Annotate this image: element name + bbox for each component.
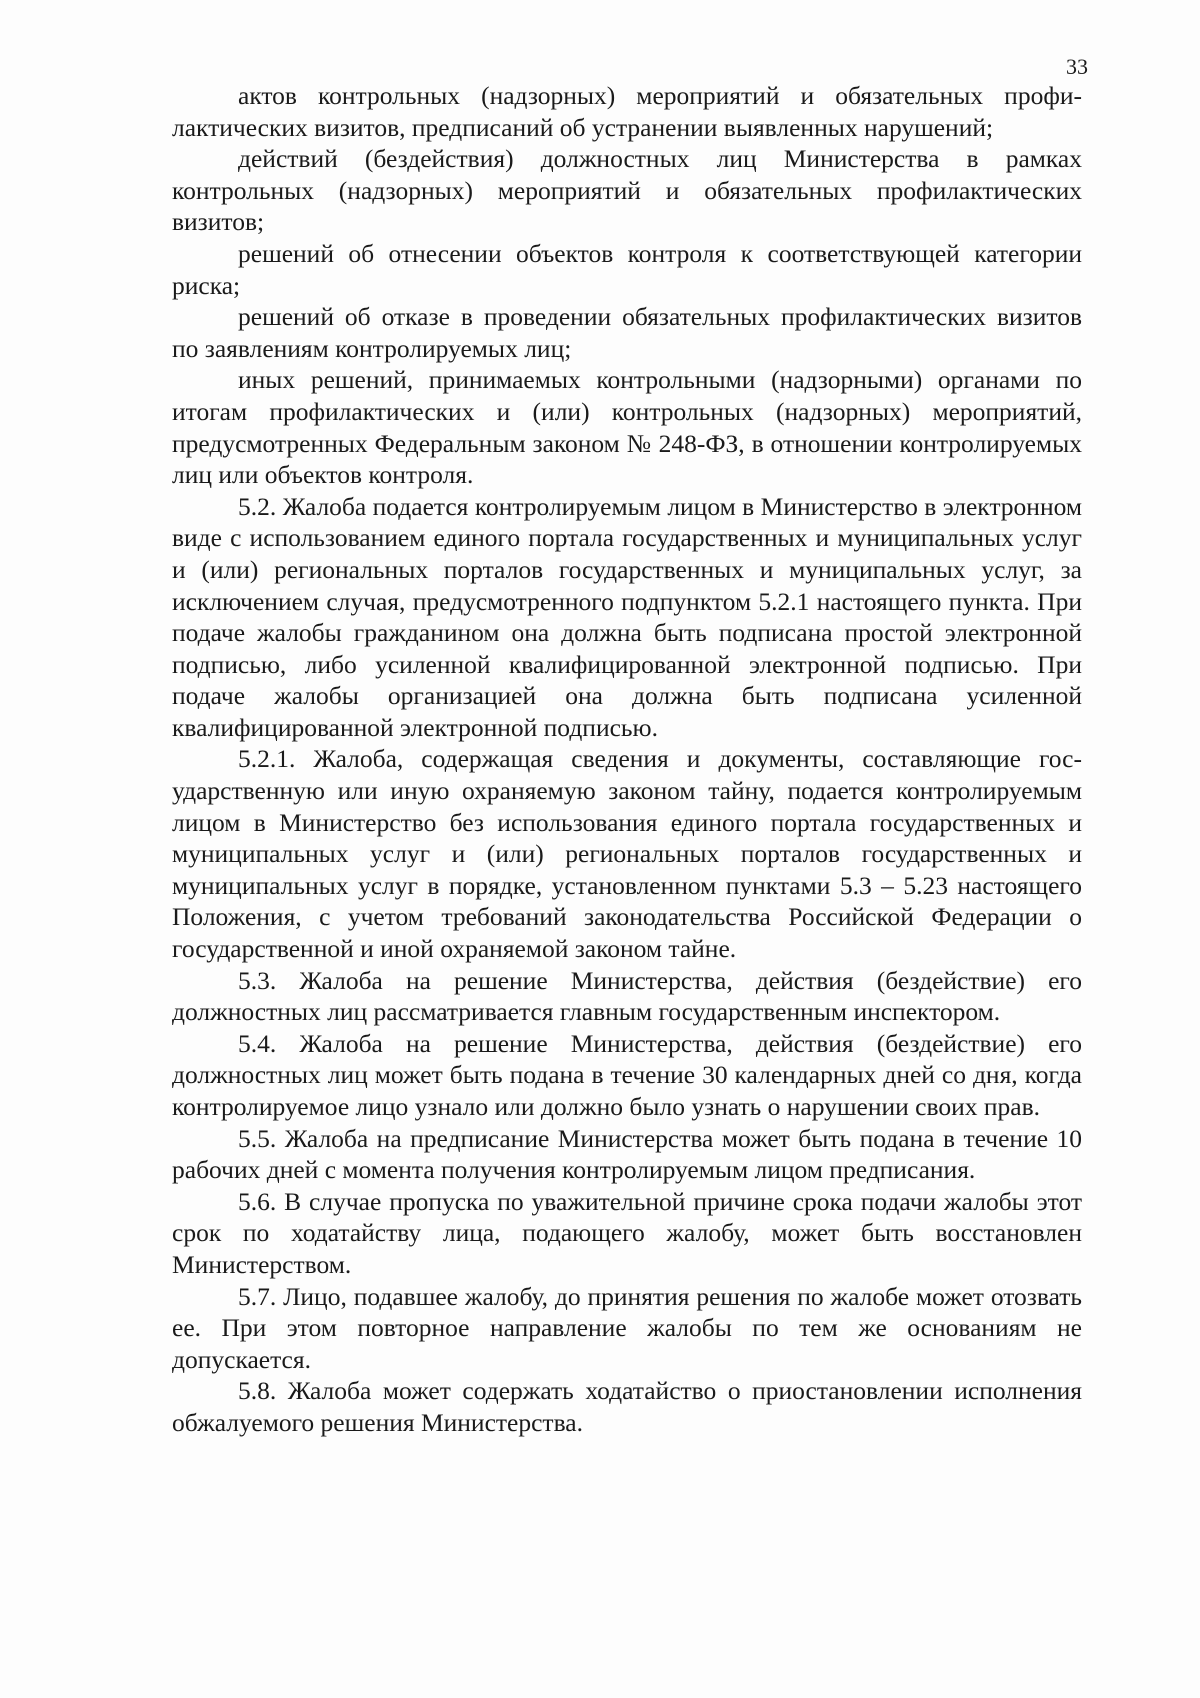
document-body xyxy=(172,80,1082,1439)
paragraph-5-3: 5.3. Жалоба на решение Министерства, действия (бездействие) его должностных лиц рассматривается главным государственным инспектором. xyxy=(172,965,1082,1027)
paragraph-risk-category: решений об отнесении объектов контроля к соответствующей категории риска; xyxy=(172,238,1082,300)
paragraph-5-6: 5.6. В случае пропуска по уважительной причине срока подачи жалобы этот срок по ходатайству лица, подающего жалобу, может быть восстановлен Министерством. xyxy=(172,1186,1082,1279)
paragraph-5-7: 5.7. Лицо, подавшее жалобу, до принятия решения по жалобе может отозвать ее. При этом повторное направление жалобы по тем же основаниям не допускается. xyxy=(172,1281,1082,1374)
paragraph-5-4: 5.4. Жалоба на решение Министерства, действия (бездействие) его должностных лиц может быть подана в течение 30 календарных дней со дня, когда контролируемое лицо узнало или должно было узнать о нарушении своих прав. xyxy=(172,1028,1082,1121)
paragraph-other-decisions: иных решений, принимаемых контрольными (надзорными) органами по итогам профилактических и (или) контрольных (надзорных) мероприятий, предусмотренных Федеральным законом № 248-ФЗ, в отношении контролируемых лиц или объектов контроля. xyxy=(172,365,1082,490)
page-number: 33 xyxy=(1066,54,1088,79)
paragraph-5-2-1: 5.2.1. Жалоба, содержащая сведения и документы, составляющие государственную или иную охраняемую законом тайну, подается контролируемым лицом в Министерство без использования единого портала государственных и муниципальных услуг и (или) региональных порталов государственных и муниципальных услуг в порядке, установленном пунктами 5.3 – 5.23 настоящего Положения, с учетом требований законодательства Российской Федерации о государственной и иной охраняемой законом тайне. xyxy=(172,744,1082,964)
paragraph-actions: действий (бездействия) должностных лиц Министерства в рамках контрольных (надзорных) мероприятий и обязательных профилактических визитов; xyxy=(172,144,1082,237)
paragraph-refusal: решений об отказе в проведении обязательных профилактических визитов по заявлениям контролируемых лиц; xyxy=(172,302,1082,363)
paragraph-acts: актов контрольных (надзорных) мероприятий и обязательных профилактических визитов, предписаний об устранении выявленных нарушений; xyxy=(172,81,1082,142)
paragraph-5-5: 5.5. Жалоба на предписание Министерства может быть подана в течение 10 рабочих дней с момента получения контролируемым лицом предписания. xyxy=(172,1123,1082,1185)
paragraph-5-2: 5.2. Жалоба подается контролируемым лицом в Министерство в электронном виде с использованием единого портала государственных и муниципальных услуг и (или) региональных порталов государственных и муниципальных услуг, за исключением случая, предусмотренного подпунктом 5.2.1 настоящего пункта. При подаче жалобы гражданином она должна быть подписана простой электронной подписью, либо усиленной квалифицированной электронной подписью. При подаче жалобы организацией она должна быть подписана усиленной квалифицированной электронной подписью. xyxy=(172,491,1082,742)
paragraph-5-8: 5.8. Жалоба может содержать ходатайство о приостановлении исполнения обжалуемого решения Министерства. xyxy=(172,1376,1082,1437)
